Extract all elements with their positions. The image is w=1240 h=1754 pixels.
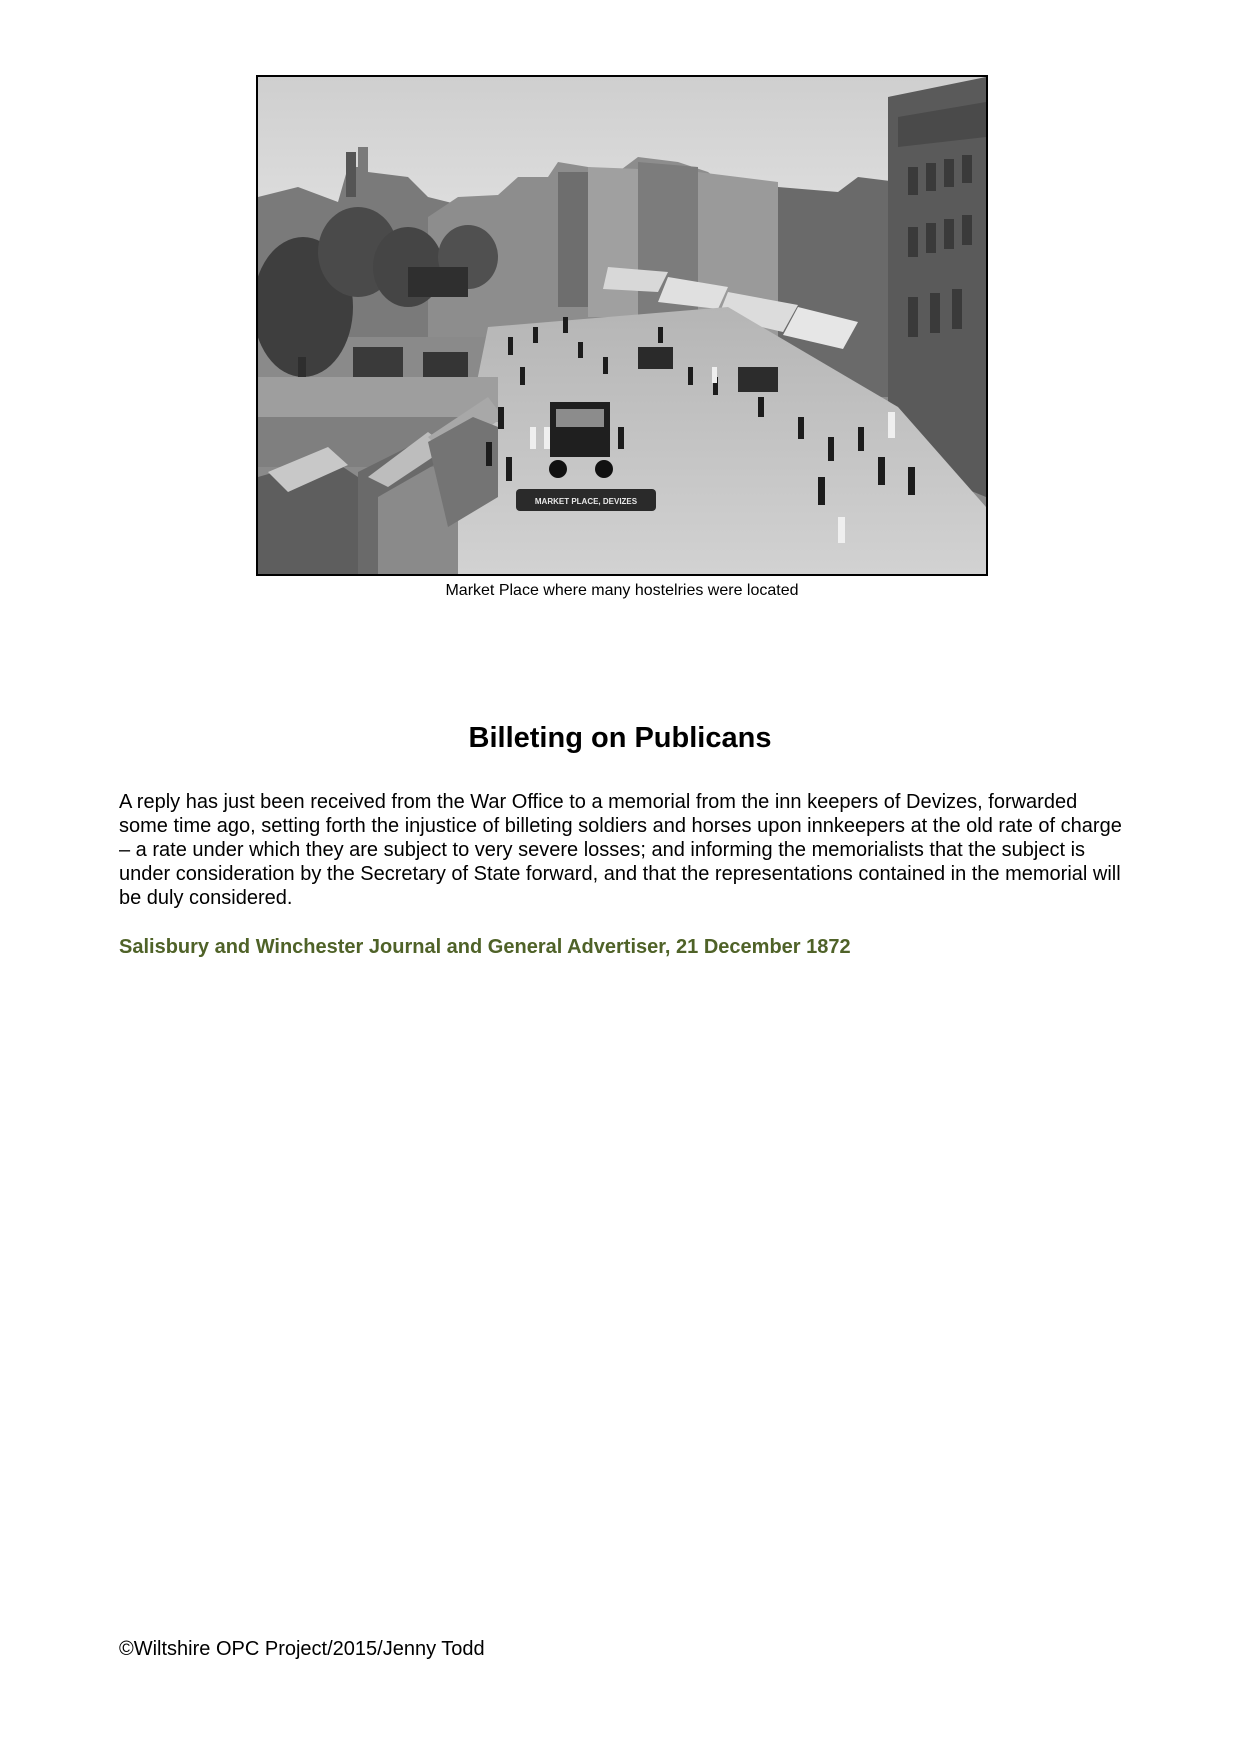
- article-body: A reply has just been received from the War Office to a memorial from the inn keepers of Devizes, forwarded some time ago, setting forth the injustice of billeting soldiers and horses upon innkeepers at the old rate of charge – a rate under which they are subject to very severe losses; and informing the memorialists that the subject is under consideration by the Secretary of State forward, and that the representations contained in the memorial will be duly considered.: [119, 791, 1122, 909]
- photo-sign-text: MARKET PLACE, DEVIZES: [534, 497, 638, 506]
- market-place-photo-image: [258, 77, 986, 574]
- article-source: Salisbury and Winchester Journal and General Advertiser, 21 December 1872: [119, 936, 851, 958]
- copyright-footer: ©Wiltshire OPC Project/2015/Jenny Todd: [119, 1638, 485, 1660]
- market-place-photo: [256, 75, 988, 576]
- article-title: Billeting on Publicans: [468, 722, 772, 754]
- photo-caption: Market Place where many hostelries were located: [445, 582, 799, 599]
